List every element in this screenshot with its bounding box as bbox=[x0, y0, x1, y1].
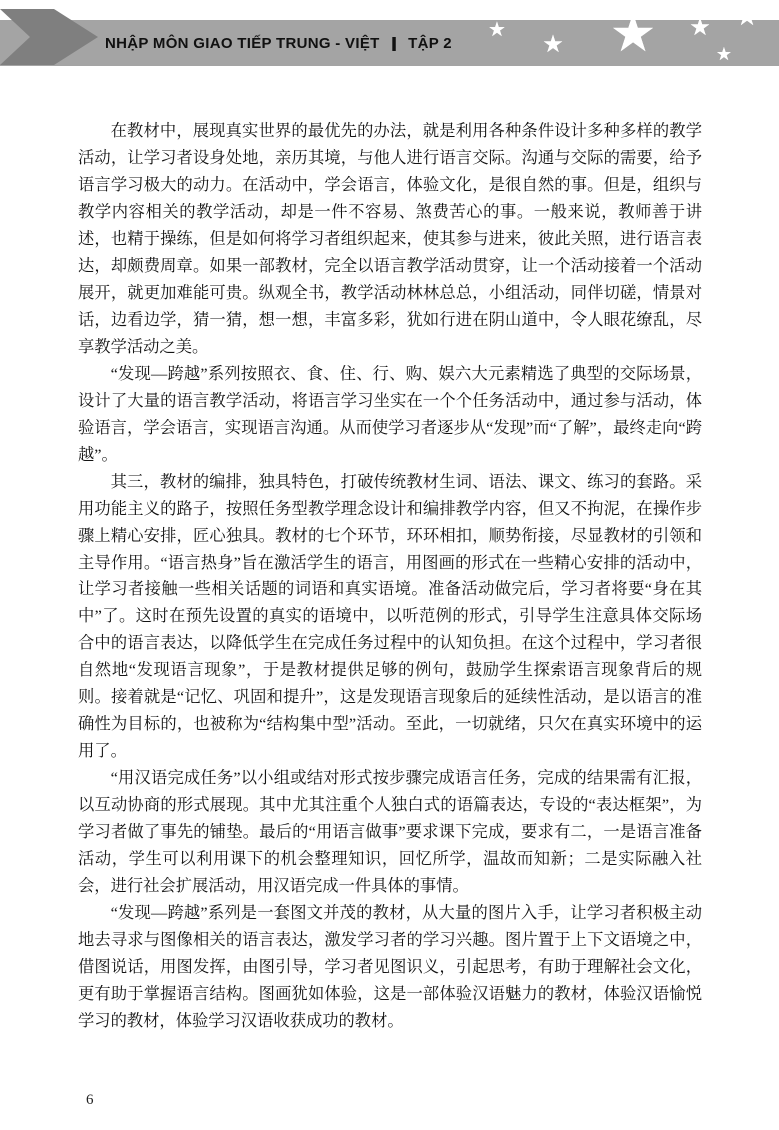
paragraph: “用汉语完成任务”以小组或结对形式按步骤完成语言任务，完成的结果需有汇报，以互动协商的形式展现。其中尤其注重个人独白式的语篇表达，专设的“表达框架”，为学习者做了事先的铺垫。最后的“用语言做事”要求课下完成，要求有二，一是语言准备活动，学生可以利用课下的机会整理知识，回忆所学，温故而知新；二是实际融入社会，进行社会扩展活动，用汉语完成一件具体的事情。 bbox=[78, 768, 702, 896]
page-body bbox=[78, 118, 702, 1035]
paragraph: 在教材中，展现真实世界的最优先的办法，就是利用各种条件设计多种多样的教学活动，让学习者设身处地，亲历其境，与他人进行语言交际。沟通与交际的需要，给予语言学习极大的动力。在活动中，学会语言，体验文化，是很自然的事。但是，组织与教学内容相关的教学活动，却是一件不容易、煞费苦心的事。一般来说，教师善于讲述，也精于操练，但是如何将学习者组织起来，使其参与进来，彼此关照，进行语言表达，却颇费周章。如果一部教材，完全以语言教学活动贯穿，让一个活动接着一个活动展开，就更加难能可贵。纵观全书，教学活动林林总总，小组活动，同伴切磋，情景对话，边看边学，猜一猜，想一想，丰富多彩，犹如行进在阴山道中，令人眼花缭乱，尽享教学活动之美。 bbox=[78, 121, 702, 356]
star-icon: ★ bbox=[735, 2, 759, 31]
paragraph: “发现—跨越”系列按照衣、食、住、行、购、娱六大元素精选了典型的交际场景，设计了大量的语言教学活动，将语言学习坐实在一个个任务活动中，通过参与活动，体验语言，学会语言，实现语言沟通。从而使学习者逐步从“发现”而“了解”，最终走向“跨越”。 bbox=[78, 363, 702, 464]
paragraph: “发现—跨越”系列是一套图文并茂的教材，从大量的图片入手，让学习者积极主动地去寻求与图像相关的语言表达，激发学习者的学习兴趣。图片置于上下文语境之中，借图说话，用图发挥，由图引导，学习者见图识义，引起思考，有助于理解社会文化，更有助于掌握语言结构。图画犹如体验，这是一部体验汉语魅力的教材，体验汉语愉悦学习的教材，体验学习汉语收获成功的教材。 bbox=[78, 903, 702, 1030]
arrow-ribbon-icon bbox=[0, 6, 102, 68]
paragraph: 其三，教材的编排，独具特色，打破传统教材生词、语法、课文、练习的套路。采用功能主义的路子，按照任务型教学理念设计和编排教学内容，但又不拘泥，在操作步骤上精心安排，匠心独具。教材的七个环节，环环相扣，顺势衔接，尽显教材的引领和主导作用。“语言热身”旨在激活学生的语言，用图画的形式在一些精心安排的活动中，让学习者接触一些相关话题的词语和真实语境。准备活动做完后，学习者将要“身在其中”了。这时在预先设置的真实的语境中，以听范例的形式，引导学生注意具体交际场合中的语言表达，以降低学生在完成任务过程中的认知负担。在这个过程中，学习者很自然地“发现语言现象”，于是教材提供足够的例句，鼓励学生探索语言现象背后的规则。接着就是“记忆、巩固和提升”，这是发现语言现象后的延续性活动，是以语言的准确性为目标的，也被称为“结构集中型”活动。至此，一切就绪，只欠在真实环境中的运用了。 bbox=[78, 471, 702, 761]
star-icon: ★ bbox=[542, 32, 564, 58]
page-number: 6 bbox=[86, 1092, 94, 1108]
star-icon: ★ bbox=[488, 19, 506, 41]
star-icon: ★ bbox=[609, 6, 657, 63]
header-volume-text: TẬP 2 bbox=[408, 34, 452, 52]
star-icon: ★ bbox=[715, 44, 733, 64]
header-title-text: NHẬP MÔN GIAO TIẾP TRUNG - VIỆT bbox=[105, 34, 380, 52]
header-separator: | bbox=[389, 34, 398, 52]
star-icon: ★ bbox=[689, 15, 711, 41]
header-title bbox=[105, 20, 452, 66]
